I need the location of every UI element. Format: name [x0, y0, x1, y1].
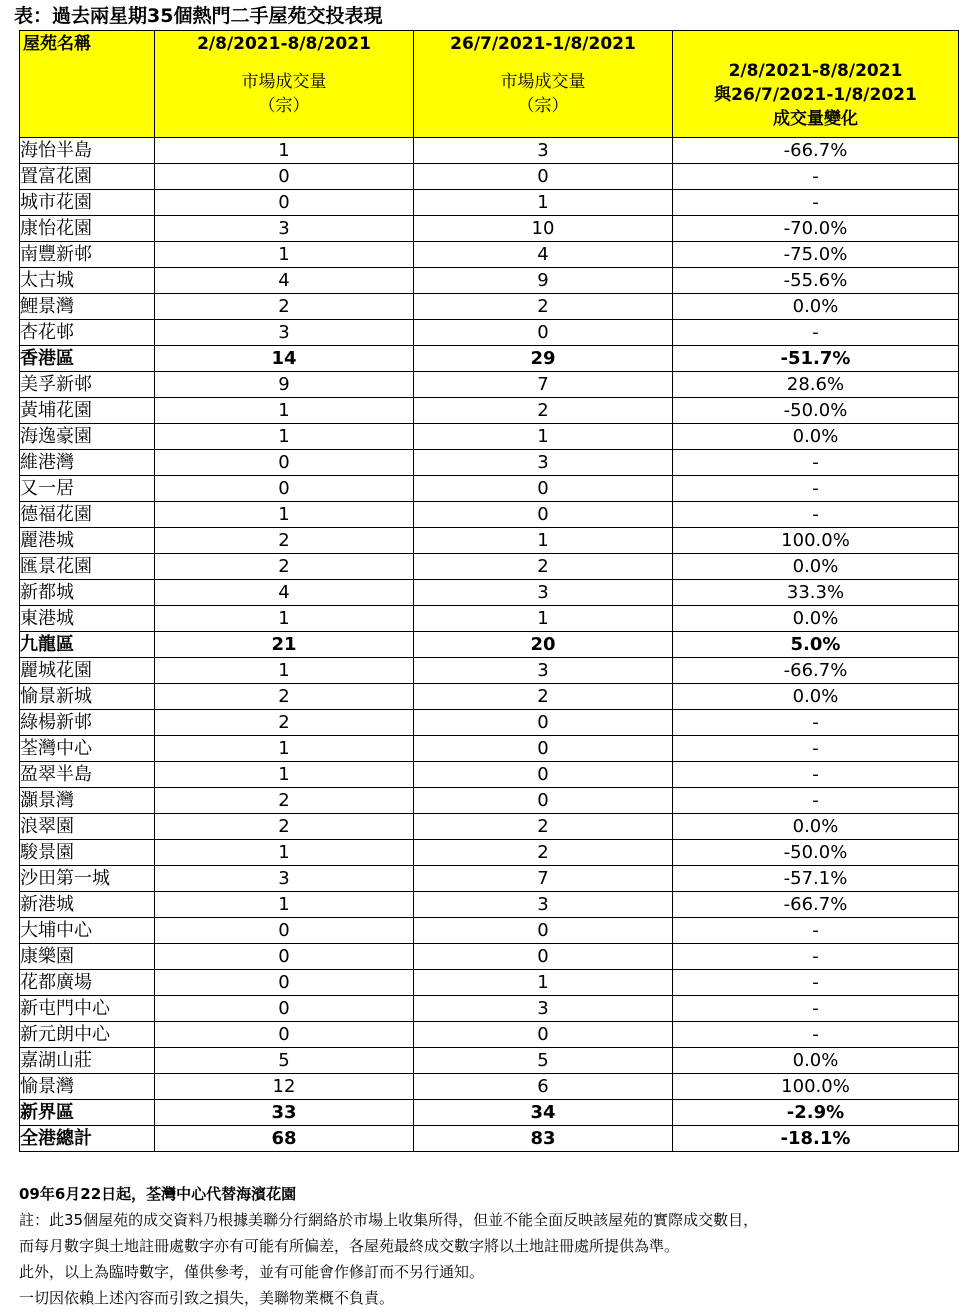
table-body — [20, 138, 959, 1152]
volume-change-cell: -57.1% — [673, 866, 959, 892]
volume-period1-cell: 0 — [155, 476, 414, 502]
volume-period1-cell: 2 — [155, 788, 414, 814]
table-row — [20, 398, 959, 424]
estate-name-cell: 鯉景灣 — [20, 294, 155, 320]
volume-period2-cell: 1 — [414, 190, 673, 216]
volume-period2-cell: 0 — [414, 788, 673, 814]
table-row — [20, 164, 959, 190]
table-row — [20, 424, 959, 450]
volume-period2-cell: 2 — [414, 554, 673, 580]
volume-change-cell: - — [673, 996, 959, 1022]
estate-name-cell: 綠楊新邨 — [20, 710, 155, 736]
footnote-line: 此外，以上為臨時數字，僅供參考，並有可能會作修訂而不另行通知。 — [19, 1263, 485, 1281]
volume-period2-cell: 1 — [414, 970, 673, 996]
table-row — [20, 658, 959, 684]
estate-name-cell: 杏花邨 — [20, 320, 155, 346]
volume-period1-cell: 1 — [155, 840, 414, 866]
volume-period1-cell: 33 — [155, 1100, 414, 1126]
estate-name-cell: 東港城 — [20, 606, 155, 632]
volume-change-cell: - — [673, 710, 959, 736]
volume-period2-cell: 20 — [414, 632, 673, 658]
table-row — [20, 918, 959, 944]
estate-name-cell: 愉景新城 — [20, 684, 155, 710]
header-change — [673, 31, 959, 138]
volume-period1-cell: 21 — [155, 632, 414, 658]
volume-period1-cell: 9 — [155, 372, 414, 398]
header-period2-dates: 26/7/2021-1/8/2021 — [450, 34, 636, 54]
estate-name-cell: 置富花園 — [20, 164, 155, 190]
footnote-line: 一切因依賴上述內容而引致之損失，美聯物業概不負責。 — [19, 1289, 395, 1307]
table-row — [20, 502, 959, 528]
estate-name-cell: 大埔中心 — [20, 918, 155, 944]
volume-change-cell: -50.0% — [673, 840, 959, 866]
volume-period2-cell: 3 — [414, 138, 673, 164]
volume-period2-cell: 0 — [414, 944, 673, 970]
header-name — [20, 31, 155, 138]
volume-period2-cell: 0 — [414, 164, 673, 190]
table-row — [20, 892, 959, 918]
volume-change-cell: -66.7% — [673, 658, 959, 684]
volume-period1-cell: 68 — [155, 1126, 414, 1152]
volume-period2-cell: 2 — [414, 684, 673, 710]
page-title: 表：過去兩星期35個熱門二手屋苑交投表現 — [14, 5, 383, 27]
table-row — [20, 996, 959, 1022]
estate-name-cell: 維港灣 — [20, 450, 155, 476]
volume-change-cell: 0.0% — [673, 1048, 959, 1074]
estate-name-cell: 康怡花園 — [20, 216, 155, 242]
subtotal-row — [20, 346, 959, 372]
estate-name-cell: 沙田第一城 — [20, 866, 155, 892]
volume-period2-cell: 0 — [414, 918, 673, 944]
table-row — [20, 138, 959, 164]
table-row — [20, 528, 959, 554]
volume-period2-cell: 9 — [414, 268, 673, 294]
estate-name-cell: 花都廣場 — [20, 970, 155, 996]
header-change-line2: 與26/7/2021-1/8/2021 — [714, 85, 917, 105]
volume-period2-cell: 3 — [414, 658, 673, 684]
volume-period2-cell: 0 — [414, 736, 673, 762]
volume-period2-cell: 5 — [414, 1048, 673, 1074]
volume-period1-cell: 1 — [155, 424, 414, 450]
volume-change-cell: - — [673, 476, 959, 502]
table-row — [20, 372, 959, 398]
estate-name-cell: 灝景灣 — [20, 788, 155, 814]
estate-name-cell: 南豐新邨 — [20, 242, 155, 268]
volume-period1-cell: 1 — [155, 658, 414, 684]
subtotal-row — [20, 632, 959, 658]
table-row — [20, 242, 959, 268]
volume-period2-cell: 0 — [414, 502, 673, 528]
transactions-table — [19, 30, 959, 1152]
volume-period1-cell: 0 — [155, 1022, 414, 1048]
estate-name-cell: 海逸豪園 — [20, 424, 155, 450]
volume-period2-cell: 3 — [414, 996, 673, 1022]
table-row — [20, 788, 959, 814]
volume-period2-cell: 2 — [414, 840, 673, 866]
table-row — [20, 190, 959, 216]
volume-period1-cell: 1 — [155, 242, 414, 268]
volume-period1-cell: 2 — [155, 814, 414, 840]
volume-period2-cell: 1 — [414, 606, 673, 632]
table-row — [20, 216, 959, 242]
volume-period1-cell: 2 — [155, 684, 414, 710]
table-row — [20, 1048, 959, 1074]
volume-period1-cell: 0 — [155, 450, 414, 476]
estate-name-cell: 新元朗中心 — [20, 1022, 155, 1048]
volume-change-cell: 0.0% — [673, 684, 959, 710]
volume-period1-cell: 2 — [155, 710, 414, 736]
volume-period2-cell: 2 — [414, 814, 673, 840]
header-period1-volume: 市場成交量 — [241, 72, 327, 92]
table-row — [20, 476, 959, 502]
volume-change-cell: -75.0% — [673, 242, 959, 268]
table-row — [20, 554, 959, 580]
volume-period1-cell: 1 — [155, 398, 414, 424]
volume-change-cell: -18.1% — [673, 1126, 959, 1152]
volume-period1-cell: 3 — [155, 216, 414, 242]
volume-period2-cell: 7 — [414, 372, 673, 398]
estate-name-cell: 黃埔花園 — [20, 398, 155, 424]
volume-period1-cell: 2 — [155, 528, 414, 554]
volume-change-cell: - — [673, 164, 959, 190]
volume-change-cell: 0.0% — [673, 424, 959, 450]
estate-name-cell: 新都城 — [20, 580, 155, 606]
volume-period1-cell: 0 — [155, 164, 414, 190]
table-header-row — [20, 31, 959, 138]
volume-change-cell: - — [673, 450, 959, 476]
volume-change-cell: - — [673, 190, 959, 216]
volume-change-cell: - — [673, 1022, 959, 1048]
volume-period1-cell: 2 — [155, 554, 414, 580]
estate-name-cell: 德福花園 — [20, 502, 155, 528]
volume-period2-cell: 0 — [414, 320, 673, 346]
table-row — [20, 606, 959, 632]
header-change-line1: 2/8/2021-8/8/2021 — [728, 61, 903, 81]
header-name-label: 屋苑名稱 — [23, 34, 91, 54]
volume-period2-cell: 6 — [414, 1074, 673, 1100]
table-row — [20, 840, 959, 866]
volume-change-cell: 28.6% — [673, 372, 959, 398]
volume-period2-cell: 3 — [414, 450, 673, 476]
volume-change-cell: - — [673, 320, 959, 346]
volume-period1-cell: 0 — [155, 944, 414, 970]
volume-period1-cell: 0 — [155, 190, 414, 216]
volume-period2-cell: 0 — [414, 710, 673, 736]
volume-change-cell: - — [673, 918, 959, 944]
volume-change-cell: -55.6% — [673, 268, 959, 294]
volume-change-cell: -66.7% — [673, 892, 959, 918]
volume-period2-cell: 0 — [414, 1022, 673, 1048]
header-period2-unit: （宗） — [517, 96, 569, 116]
header-period1-unit: （宗） — [258, 96, 310, 116]
volume-change-cell: 0.0% — [673, 606, 959, 632]
table-row — [20, 866, 959, 892]
volume-period2-cell: 2 — [414, 398, 673, 424]
estate-name-cell: 愉景灣 — [20, 1074, 155, 1100]
estate-name-cell: 新界區 — [20, 1100, 155, 1126]
volume-change-cell: -66.7% — [673, 138, 959, 164]
table-row — [20, 580, 959, 606]
volume-change-cell: - — [673, 970, 959, 996]
table-row — [20, 450, 959, 476]
estate-name-cell: 美孚新邨 — [20, 372, 155, 398]
volume-period2-cell: 29 — [414, 346, 673, 372]
volume-period1-cell: 5 — [155, 1048, 414, 1074]
table-row — [20, 970, 959, 996]
volume-change-cell: - — [673, 944, 959, 970]
volume-period2-cell: 10 — [414, 216, 673, 242]
volume-change-cell: -70.0% — [673, 216, 959, 242]
volume-change-cell: - — [673, 762, 959, 788]
volume-period2-cell: 83 — [414, 1126, 673, 1152]
volume-period2-cell: 1 — [414, 528, 673, 554]
volume-change-cell: - — [673, 736, 959, 762]
volume-period1-cell: 4 — [155, 268, 414, 294]
estate-name-cell: 麗港城 — [20, 528, 155, 554]
estate-name-cell: 荃灣中心 — [20, 736, 155, 762]
estate-name-cell: 又一居 — [20, 476, 155, 502]
header-period2 — [414, 31, 673, 138]
estate-name-cell: 九龍區 — [20, 632, 155, 658]
header-period1 — [155, 31, 414, 138]
volume-period1-cell: 0 — [155, 918, 414, 944]
volume-period2-cell: 3 — [414, 580, 673, 606]
volume-period1-cell: 3 — [155, 866, 414, 892]
volume-period2-cell: 2 — [414, 294, 673, 320]
estate-name-cell: 香港區 — [20, 346, 155, 372]
estate-name-cell: 太古城 — [20, 268, 155, 294]
volume-period1-cell: 12 — [155, 1074, 414, 1100]
volume-period1-cell: 3 — [155, 320, 414, 346]
header-period2-volume: 市場成交量 — [500, 72, 586, 92]
volume-change-cell: -2.9% — [673, 1100, 959, 1126]
volume-period2-cell: 4 — [414, 242, 673, 268]
estate-name-cell: 新屯門中心 — [20, 996, 155, 1022]
table-row — [20, 762, 959, 788]
header-change-line3: 成交量變化 — [773, 109, 858, 129]
volume-change-cell: - — [673, 502, 959, 528]
estate-name-cell: 浪翠園 — [20, 814, 155, 840]
volume-period1-cell: 1 — [155, 892, 414, 918]
volume-period1-cell: 0 — [155, 996, 414, 1022]
volume-period1-cell: 14 — [155, 346, 414, 372]
volume-period1-cell: 0 — [155, 970, 414, 996]
estate-name-cell: 駿景園 — [20, 840, 155, 866]
estate-name-cell: 麗城花園 — [20, 658, 155, 684]
estate-name-cell: 海怡半島 — [20, 138, 155, 164]
volume-change-cell: - — [673, 788, 959, 814]
volume-period2-cell: 1 — [414, 424, 673, 450]
estate-name-cell: 嘉湖山莊 — [20, 1048, 155, 1074]
table-row — [20, 684, 959, 710]
volume-period1-cell: 1 — [155, 762, 414, 788]
volume-change-cell: -50.0% — [673, 398, 959, 424]
volume-change-cell: 33.3% — [673, 580, 959, 606]
footnote-line: 註：此35個屋苑的成交資料乃根據美聯分行網絡於市場上收集所得，但並不能全面反映該屋苑的實際成交數目， — [19, 1211, 759, 1229]
volume-change-cell: 0.0% — [673, 554, 959, 580]
estate-name-cell: 城市花園 — [20, 190, 155, 216]
footnote-line: 09年6月22日起，荃灣中心代替海濱花園 — [19, 1185, 297, 1203]
footnote-line: 而每月數字與土地註冊處數字亦有可能有所偏差，各屋苑最終成交數字將以土地註冊處所提供為準。 — [19, 1237, 680, 1255]
volume-change-cell: 0.0% — [673, 294, 959, 320]
estate-name-cell: 匯景花園 — [20, 554, 155, 580]
table-row — [20, 736, 959, 762]
volume-change-cell: 0.0% — [673, 814, 959, 840]
volume-change-cell: 100.0% — [673, 1074, 959, 1100]
estate-name-cell: 全港總計 — [20, 1126, 155, 1152]
table-row — [20, 944, 959, 970]
estate-name-cell: 盈翠半島 — [20, 762, 155, 788]
volume-period1-cell: 4 — [155, 580, 414, 606]
volume-period2-cell: 0 — [414, 762, 673, 788]
volume-period1-cell: 1 — [155, 502, 414, 528]
table-row — [20, 1074, 959, 1100]
header-period1-dates: 2/8/2021-8/8/2021 — [197, 34, 371, 54]
volume-change-cell: 5.0% — [673, 632, 959, 658]
volume-period2-cell: 34 — [414, 1100, 673, 1126]
volume-change-cell: -51.7% — [673, 346, 959, 372]
volume-change-cell: 100.0% — [673, 528, 959, 554]
footnotes — [19, 1181, 959, 1311]
volume-period1-cell: 1 — [155, 606, 414, 632]
volume-period1-cell: 1 — [155, 736, 414, 762]
subtotal-row — [20, 1100, 959, 1126]
table-row — [20, 268, 959, 294]
estate-name-cell: 康樂園 — [20, 944, 155, 970]
table-row — [20, 814, 959, 840]
table-row — [20, 1022, 959, 1048]
volume-period2-cell: 0 — [414, 476, 673, 502]
volume-period1-cell: 1 — [155, 138, 414, 164]
volume-period2-cell: 7 — [414, 866, 673, 892]
total-row — [20, 1126, 959, 1152]
table-row — [20, 320, 959, 346]
table-row — [20, 294, 959, 320]
table-row — [20, 710, 959, 736]
volume-period1-cell: 2 — [155, 294, 414, 320]
estate-name-cell: 新港城 — [20, 892, 155, 918]
volume-period2-cell: 3 — [414, 892, 673, 918]
